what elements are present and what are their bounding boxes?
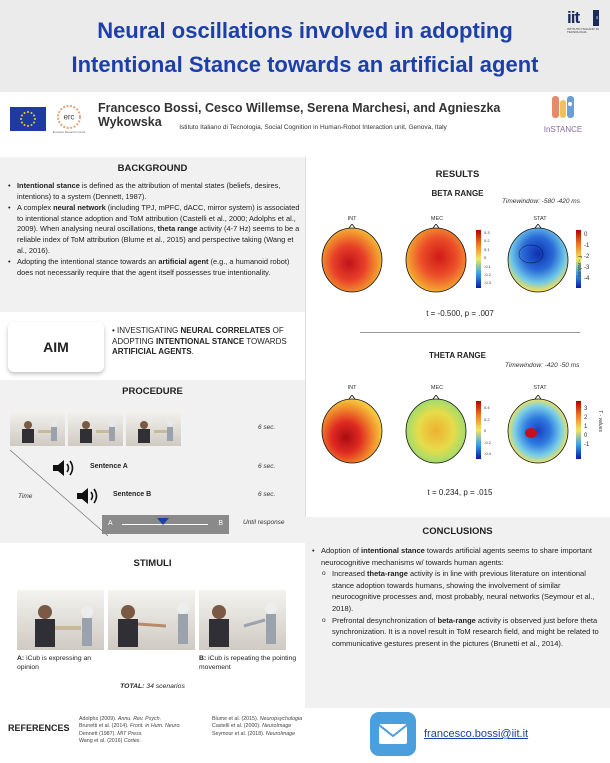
conclusion-sub-2 [312, 615, 602, 650]
theta-scale-ticks [484, 402, 491, 460]
references-title: REFERENCES [8, 723, 70, 733]
theta-stat-ticks [584, 405, 589, 450]
sub1-pre: Increased [332, 569, 368, 579]
tick: 0 [584, 232, 588, 238]
ref-italic: NeuroImage [262, 723, 292, 730]
results-divider [360, 332, 580, 333]
stimulus-caption-a [17, 654, 107, 672]
conclusions-text [312, 545, 602, 649]
aim-text-4: . [191, 347, 194, 356]
bullet-3-pre: Adopting the intentional stance towards an [17, 257, 159, 267]
reference-item [79, 716, 204, 723]
ref-plain: Dennett (1987). [79, 730, 118, 737]
aim-bold-3: ARTIFICIAL AGENTS [112, 347, 192, 356]
caption-b-label: B: [199, 655, 207, 662]
speaker-icon-a [52, 458, 78, 478]
beta-label-mec: MEC [430, 216, 444, 222]
bullet-2-text: (including TPJ, mPFC, dACC, mirror system) is associated to intentional stance adoption and ToM attribution (Castelli et al., 2000; Adolphs et al., 2009). When analysing neural oscillations, [17, 203, 300, 234]
reference-item [212, 731, 322, 738]
duration-2: 6 sec. [258, 463, 276, 470]
procedure-title: PROCEDURE [122, 386, 183, 397]
ref-italic: Annu. Rev. Psych. [117, 716, 162, 722]
tick: 0.3 [484, 230, 490, 235]
ref-plain: Adolphs (2009). [79, 716, 118, 722]
tick: -4 [584, 276, 590, 282]
until-response: Until response [243, 519, 285, 526]
sub2-pre: Prefrontal desynchronization of [332, 615, 438, 625]
tick: 0.4 [484, 405, 490, 410]
conclusion-pre: Adoption of [321, 546, 362, 555]
iit-logo-text: iit [567, 8, 580, 27]
aim-box [8, 322, 104, 372]
beta-timewindow: Timewindow: -580 -420 ms [502, 198, 580, 205]
poster-title-line-2: Intentional Stance towards an artificial agent [71, 52, 539, 77]
bullet-3-text: (e.g., a humanoid robot) does not necessarily require that the agent itself possesses true intentionality. [17, 257, 290, 277]
tick: 0 [584, 433, 588, 439]
tick: -3 [584, 265, 590, 271]
instance-text: InSTANCE [543, 125, 583, 134]
conclusion-sub-1 [312, 568, 602, 614]
stimulus-photo-a [17, 590, 104, 650]
bullet-1-text: is defined as the attribution of mental states (beliefs, desires, intentions) to a system (Dennett, 1987). [17, 181, 281, 201]
stimuli-total [0, 683, 305, 690]
beta-range-title: BETA RANGE [431, 189, 484, 198]
total-text: 34 scenarios [144, 683, 185, 690]
conclusion-main [312, 545, 602, 568]
aim-bullet: • [112, 326, 118, 335]
theta-label-mec: MEC [430, 385, 444, 391]
ref-plain: Castelli et al. (2000). [212, 723, 263, 730]
ref-italic: Front. in Hum. Neuro. [129, 723, 181, 730]
tick: -0.2 [484, 272, 491, 278]
background-bullet-3 [8, 257, 300, 278]
references-col-1 [79, 716, 204, 746]
stimuli-title: STIMULI [133, 558, 172, 569]
theta-range-title: THETA RANGE [429, 351, 486, 360]
bullet-2-pre: A complex [17, 203, 54, 213]
reference-item [79, 723, 204, 730]
tick: -2 [584, 254, 590, 260]
caption-a-text: iCub is expressing an opinion [17, 655, 92, 671]
tick: 2 [584, 415, 588, 421]
topomap-theta-mec [406, 395, 466, 463]
ref-plain: Wang et al. (2016) [79, 738, 124, 745]
iit-logo [567, 8, 601, 44]
mail-icon[interactable] [370, 712, 416, 756]
procedure-photo-1 [10, 410, 65, 446]
envelope-icon [370, 712, 416, 756]
ref-italic: MIT Press. [117, 730, 143, 737]
bullet-1-bold: Intentional stance [17, 181, 80, 190]
topomap-beta-stat [508, 224, 568, 292]
reference-item [212, 723, 322, 730]
conclusions-title: CONCLUSIONS [422, 526, 493, 537]
sentence-b-label: Sentence B [113, 491, 152, 498]
topomap-beta-mec [406, 224, 466, 292]
reference-item [79, 731, 204, 738]
beta-label-int: INT [347, 216, 357, 222]
poster-title-line-1: Neural oscillations involved in adopting [97, 18, 513, 43]
eu-flag-logo [10, 107, 46, 131]
contact-email-link[interactable]: francesco.bossi@iit.it [424, 728, 529, 740]
scene-graphic [108, 590, 195, 650]
slider-label-a: A [108, 520, 113, 527]
erc-text: erc [63, 112, 75, 122]
background-bullets [8, 181, 300, 279]
theta-stat-colorbar [576, 401, 581, 459]
theta-label-int: INT [347, 385, 357, 391]
beta-label-stat: STAT [533, 216, 547, 222]
tick: -1 [584, 243, 590, 249]
scene-graphic [17, 590, 104, 650]
caption-a-label: A: [17, 655, 25, 662]
theta-colorbar [476, 401, 481, 459]
slider-handle-icon[interactable] [157, 518, 169, 526]
conclusion-bold: intentional stance [361, 546, 425, 555]
erc-logo [52, 103, 86, 135]
sub2-bold: beta-range [437, 615, 476, 625]
tick: 0 [484, 428, 487, 433]
beta-topomaps [316, 224, 594, 296]
instance-logo [538, 92, 588, 146]
bullet-2-bold: neural network [53, 203, 106, 213]
tick: -1 [584, 442, 590, 448]
background-title: BACKGROUND [117, 163, 188, 174]
reference-item [79, 738, 204, 745]
topomap-theta-stat [508, 395, 568, 463]
erc-subtitle: European Research Council [52, 131, 86, 134]
beta-stat-axis: T - values [576, 255, 582, 277]
ref-plain: Blume et al. (2015). [212, 716, 260, 722]
iit-logo-tag-text: IIT [595, 16, 599, 20]
ref-plain: Brunetti et al. (2014). [79, 723, 130, 730]
beta-scale-ticks [484, 229, 491, 288]
aim-bold-2: INTENTIONAL STANCE [156, 336, 245, 346]
aim-text-2: OF ADOPTING [112, 326, 284, 346]
tick: 0.2 [484, 416, 490, 422]
ref-italic: Neuropsychologia [259, 716, 303, 722]
sub1-bold: theta-range [367, 569, 408, 579]
bullet-2-bold2: theta range [157, 224, 198, 234]
scene-graphic [10, 410, 65, 446]
ref-plain: Seymour et al. (2018). [212, 730, 266, 737]
ref-italic: NeuroImage [265, 730, 296, 737]
sentence-a-label: Sentence A [90, 463, 128, 470]
tick: 0 [484, 255, 487, 261]
speaker-icon-b [76, 486, 102, 506]
tick: 1 [584, 424, 588, 430]
bullet-3-bold: artificial agent [158, 257, 209, 267]
stimulus-photo-mid [108, 590, 195, 650]
eu-stars-icon [10, 107, 46, 131]
tick: 0.1 [484, 246, 490, 252]
tick: 3 [584, 406, 588, 412]
procedure-photo-3 [126, 410, 181, 446]
aim-text-1: INVESTIGATING [117, 326, 181, 335]
authors: Francesco Bossi, Cesco Willemse, Serena Marchesi, and Agnieszka Wykowska [98, 101, 501, 129]
reference-item [212, 716, 322, 723]
tick: -0.3 [484, 280, 491, 286]
topomap-theta-int [322, 395, 382, 463]
theta-stat-result: t = 0.234, p = .015 [427, 488, 493, 497]
topomap-beta-int [322, 224, 382, 292]
total-label: TOTAL: [120, 683, 145, 690]
iit-logo-subtitle: ISTITUTO ITALIANO DI TECNOLOGIA [567, 27, 599, 34]
iit-logo-tag [593, 10, 599, 26]
background-bullet-1 [8, 181, 300, 202]
aim-text-3: TOWARDS [244, 336, 287, 346]
conclusion-post: towards artificial agents seems to share important neurocognitive mechanisms w/ towards human agents: [321, 546, 592, 567]
caption-b-text: iCub is repeating the pointing movement [199, 655, 297, 671]
procedure-photo-2 [68, 410, 123, 446]
theta-timewindow: Timewindow: -420 -50 ms [505, 362, 580, 369]
theta-topomaps [316, 395, 594, 467]
scene-graphic [68, 410, 123, 446]
tick: -0.2 [484, 439, 491, 445]
sub1-post: activity is in line with previous literature on intentional stance adoption towards humans, showing the involvement of similar neurocognitive processes and, most probably, neural networks (Seymour et al., 2018). [332, 569, 595, 613]
beta-stat-result: t = -0.500, p = .007 [426, 309, 494, 318]
response-slider[interactable] [102, 515, 229, 534]
affiliation: Istituto Italiano di Tecnologia, Social Cognition in Human-Robot Interaction unit, Genova, Italy [179, 124, 447, 131]
sub2-post: activity is observed just before theta synchronization. It is a novel result in ToM research field, and might be related to communicative gestures present in the pictures (Brunetti et al., 2014). [332, 615, 599, 648]
ref-italic: Cortex. [123, 738, 141, 745]
stimulus-caption-b [199, 654, 299, 672]
slider-label-b: B [218, 520, 223, 527]
background-bullet-2 [8, 203, 300, 256]
time-label: Time [18, 493, 33, 500]
results-title: RESULTS [435, 169, 480, 180]
scene-graphic [199, 590, 286, 650]
duration-1: 6 sec. [258, 424, 276, 431]
stimulus-photo-b [199, 590, 286, 650]
beta-colorbar [476, 230, 481, 288]
tick: -0.1 [484, 263, 491, 269]
erc-ring-icon [52, 103, 86, 135]
title-band [0, 0, 610, 92]
theta-stat-axis: T - values [597, 410, 603, 432]
aim-text [112, 326, 302, 358]
scene-graphic [126, 410, 181, 446]
duration-3: 6 sec. [258, 491, 276, 498]
beta-stat-ticks [584, 230, 589, 285]
tick: -0.4 [484, 451, 491, 456]
theta-label-stat: STAT [533, 385, 547, 391]
aim-bold-1: NEURAL CORRELATES [180, 326, 271, 335]
aim-label: AIM [43, 339, 69, 355]
references-col-2 [212, 716, 322, 738]
bullet-2-text2: activity (4-7 Hz) seems to be a reliable index of ToM attribution (Blume et al., 2015) and perspective taking (Wang et al., 2016). [17, 224, 300, 255]
instance-logo-graphic [538, 92, 588, 146]
tick: 0.2 [484, 238, 490, 244]
